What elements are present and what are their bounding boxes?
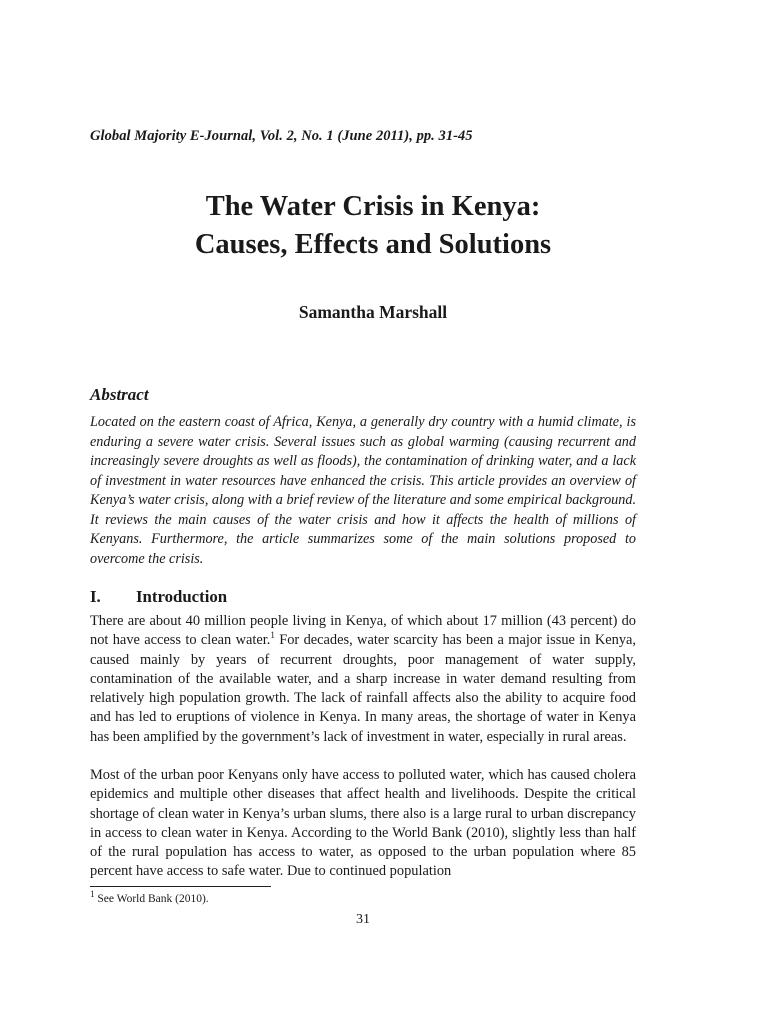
- paragraph-2: Most of the urban poor Kenyans only have access to polluted water, which has caused cholera epidemics and multiple other diseases that affect health and livelihoods. Despite the critical shortage of clean water in Kenya’s urban slums, there also is a large rural to urban discrepancy in access to clean water in Kenya. According to the World Bank (2010), slightly less than half of the rural population has access to water, as opposed to the urban population where 85 percent have access to safe water. Due to continued population: [90, 767, 636, 880]
- article-title: [0, 188, 746, 264]
- paragraph-1: [90, 612, 636, 747]
- abstract-text: Located on the eastern coast of Africa, Kenya, a generally dry country with a humid climate, is enduring a severe water crisis. Several issues such as global warming (causing recurrent and increasingly severe droughts as well as floods), the contamination of drinking water, and a lack of investment in water resources have enhanced the crisis. This article provides an overview of Kenya’s water crisis, along with a brief review of the literature and some empirical background. It reviews the main causes of the water crisis and how it affects the health of millions of Kenyans. Furthermore, the article summarizes some of the main solutions proposed to overcome the crisis.: [90, 414, 636, 567]
- footnote-marker: 1: [90, 889, 95, 900]
- title-line-2: Causes, Effects and Solutions: [194, 229, 552, 260]
- page-number: 31: [356, 912, 370, 927]
- footnote-divider: [90, 886, 271, 887]
- journal-citation: Global Majority E-Journal, Vol. 2, No. 1 (June 2011), pp. 31-45: [90, 128, 473, 144]
- footnote: [90, 889, 209, 905]
- footnote-reference: 1: [270, 630, 275, 641]
- paragraph-1-text-b: For decades, water scarcity has been a major issue in Kenya, caused mainly by years of recurrent droughts, poor management of water supply, contamination of the available water, and a sharp increase in water demand resulting from relatively high population growth. The lack of rainfall affects also the ability to acquire food and has led to eruptions of violence in Kenya. In many areas, the shortage of water in Kenya has been amplified by the government’s lack of investment in water, especially in rural areas.: [90, 632, 636, 745]
- abstract-heading: Abstract: [90, 385, 149, 404]
- author-name: Samantha Marshall: [298, 302, 448, 322]
- paragraph-1-text-a: There are about 40 million people living in Kenya, of which about 17 million (43 percent) do not have access to clean water.: [90, 613, 636, 649]
- title-line-1: The Water Crisis in Kenya:: [205, 191, 541, 222]
- section-number: I.: [90, 587, 101, 606]
- section-title: Introduction: [136, 587, 228, 606]
- footnote-text: See World Bank (2010).: [94, 893, 209, 905]
- section-heading: [90, 587, 227, 607]
